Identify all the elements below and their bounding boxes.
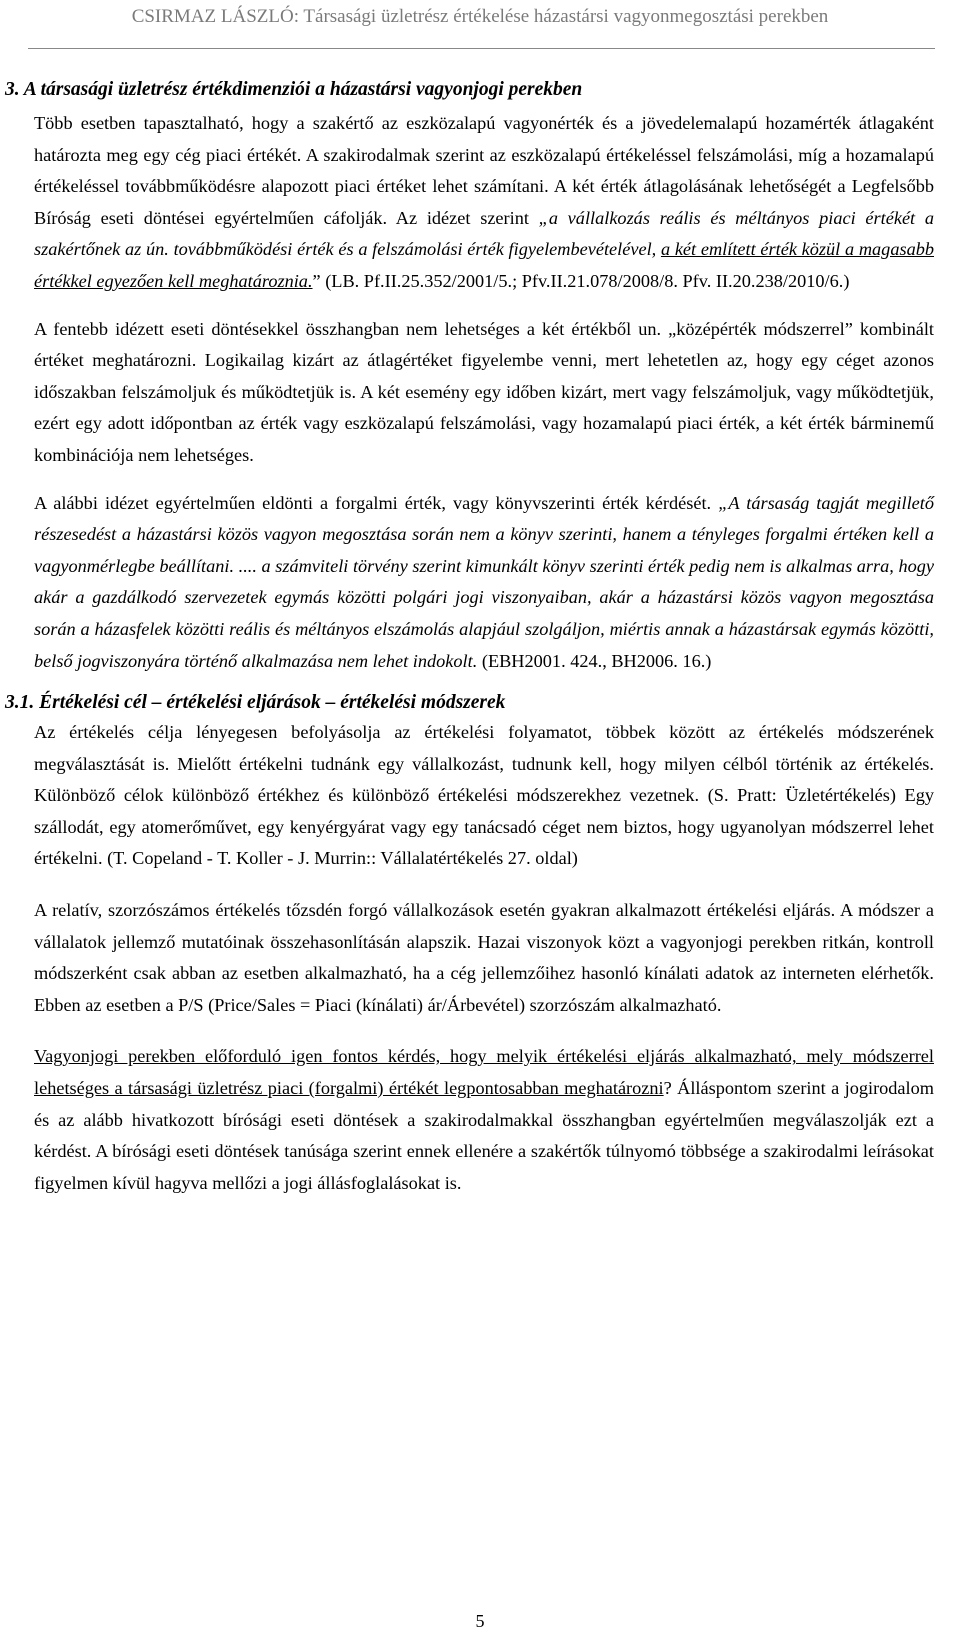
paragraph-text: Több esetben tapasztalható, hogy a szakértő az eszközalapú vagyonérték és a jövedelemalapú hozamérték átlagaként határozta meg egy cég piaci értékét. A szakirodalmak szerint az eszközalapú értékeléssel felszámolási, míg a hozamalapú értékeléssel továbbműködésre alapozott piaci értéket lehet számítani. A két érték átlagolásának lehetőségét a Legfelsőbb Bíróság eseti döntései egyértelműen cáfolják. Az idézet szerint <box>34 113 934 228</box>
page-body <box>0 76 960 1199</box>
citation: ” (LB. Pf.II.25.352/2001/5.; Pfv.II.21.078/2008/8. Pfv. II.20.238/2010/6.) <box>312 270 850 291</box>
running-header <box>0 0 960 50</box>
paragraph-valuation-purpose: Az értékelés célja lényegesen befolyásolja az értékelési folyamatot, többek között az értékelés módszerének megválasztását is. Mielőtt értékelni tudnánk egy vállalkozást, tudnunk kell, hogy milyen célból történik az értékelés. Különböző célok különböző értékhez és különböző értékelési módszerekhez vezetnek. (S. Pratt: Üzletértékelés) Egy szállodát, egy atomerőművet, egy kenyérgyárat vagy egy tanácsadó céget nem biztos, hogy ugyanolyan módszerrel lehet értékelni. (T. Copeland - T. Koller - J. Murrin:: Vállalatértékelés 27. oldal) <box>34 722 934 869</box>
underlined-quote: a két említett érték közül a magasabb értékkel egyezően kell meghatároznia. <box>34 239 934 291</box>
paragraph-averaging <box>34 108 934 298</box>
running-title: CSIRMAZ LÁSZLÓ: Társasági üzletrész értékelése házastársi vagyonmegosztási perekben <box>131 6 829 27</box>
page-number: 5 <box>475 1611 485 1631</box>
paragraph-relative-valuation: A relatív, szorzószámos értékelés tőzsdén forgó vállalkozások esetén gyakran alkalmazott értékelési eljárás. A módszer a vállalatok jellemző mutatóinak összehasonlításán alapszik. Hazai viszonyok közt a vagyonjogi perekben ritkán, kontroll módszerként csak abban az esetben alkalmazható, ha a cég jellemzőihez hasonló kínálati adatok az interneten elérhetők. Ebben az esetben a P/S (Price/Sales = Piaci (kínálati) ár/Árbevétel) szorzószám alkalmazható. <box>34 900 934 1015</box>
court-quote: „a vállalkozás reális és méltányos piaci értékét a szakértőnek az ún. továbbműködési érték és a felszámolási érték figyelembevételével, <box>34 207 934 260</box>
paragraph-market-value <box>34 488 934 678</box>
subsection-heading: 3.1. Értékelési cél – értékelési eljárások – értékelési módszerek <box>5 692 506 714</box>
paragraph-middle-value: A fentebb idézett eseti döntésekkel összhangban nem lehetséges a két értékből un. „középérték módszerrel” kombinált értéket meghatározni. Logikailag kizárt az átlagértéket figyelembe venni, mert lehetetlen az, hogy egy céget azonos időszakban felszámoljuk és működtetjük is. A két esemény egy időben kizárt, mert vagy felszámoljuk, vagy működtetjük, ezért egy adott időpontban az érték vagy eszközalapú felszámolási, vagy hozamalapú piaci érték, a két érték bárminemű kombinációja nem lehetséges. <box>34 318 934 465</box>
underlined-question: Vagyonjogi perekben előforduló igen fontos kérdés, hogy melyik értékelési eljárás alkalmazható, mely módszerrel lehetséges a társasági üzletrész piaci (forgalmi) értékét legpontosabban meghatározni <box>34 1046 934 1099</box>
court-quote: „A társaság tagját megillető részesedést a házastársi közös vagyon megosztása során nem a könyv szerinti, hanem a tényleges forgalmi értéken kell a vagyonmérlegbe beállítani. .... a számviteli törvény szerint kimunkált könyv szerinti érték pedig nem is alkalmas arra, hogy akár a gazdálkodó szervezetek egymás közötti polgári jogi viszonyaiban, akár a házastársi közös vagyon megosztása során a házasfelek közötti reális és méltányos elszámolás alapjául szolgáljon, miértis annak a házastársak egymás közötti, belső jogviszonyára történő alkalmazása nem lehet indokolt. <box>34 492 934 671</box>
header-divider <box>28 48 935 49</box>
paragraph-text: A alábbi idézet egyértelműen eldönti a forgalmi érték, vagy könyvszerinti érték kérdését. <box>34 492 719 513</box>
paragraph-key-question <box>34 1041 934 1199</box>
paragraph-text: ? Álláspontom szerint a jogirodalom és az alább hivatkozott bírósági eseti döntések a szakirodalmakkal összhangban egyértelműen megválaszolják ezt a kérdést. A bírósági eseti döntések tanúsága szerint ennek ellenére a szakértők túlnyomó többsége a szakirodalmi leírásokat figyelmen kívül hagyva mellőzi a jogi állásfoglalásokat is. <box>34 1078 934 1193</box>
section-heading: 3. A társasági üzletrész értékdimenziói a házastársi vagyonjogi perekben <box>5 79 583 100</box>
citation: (EBH2001. 424., BH2006. 16.) <box>477 650 712 671</box>
